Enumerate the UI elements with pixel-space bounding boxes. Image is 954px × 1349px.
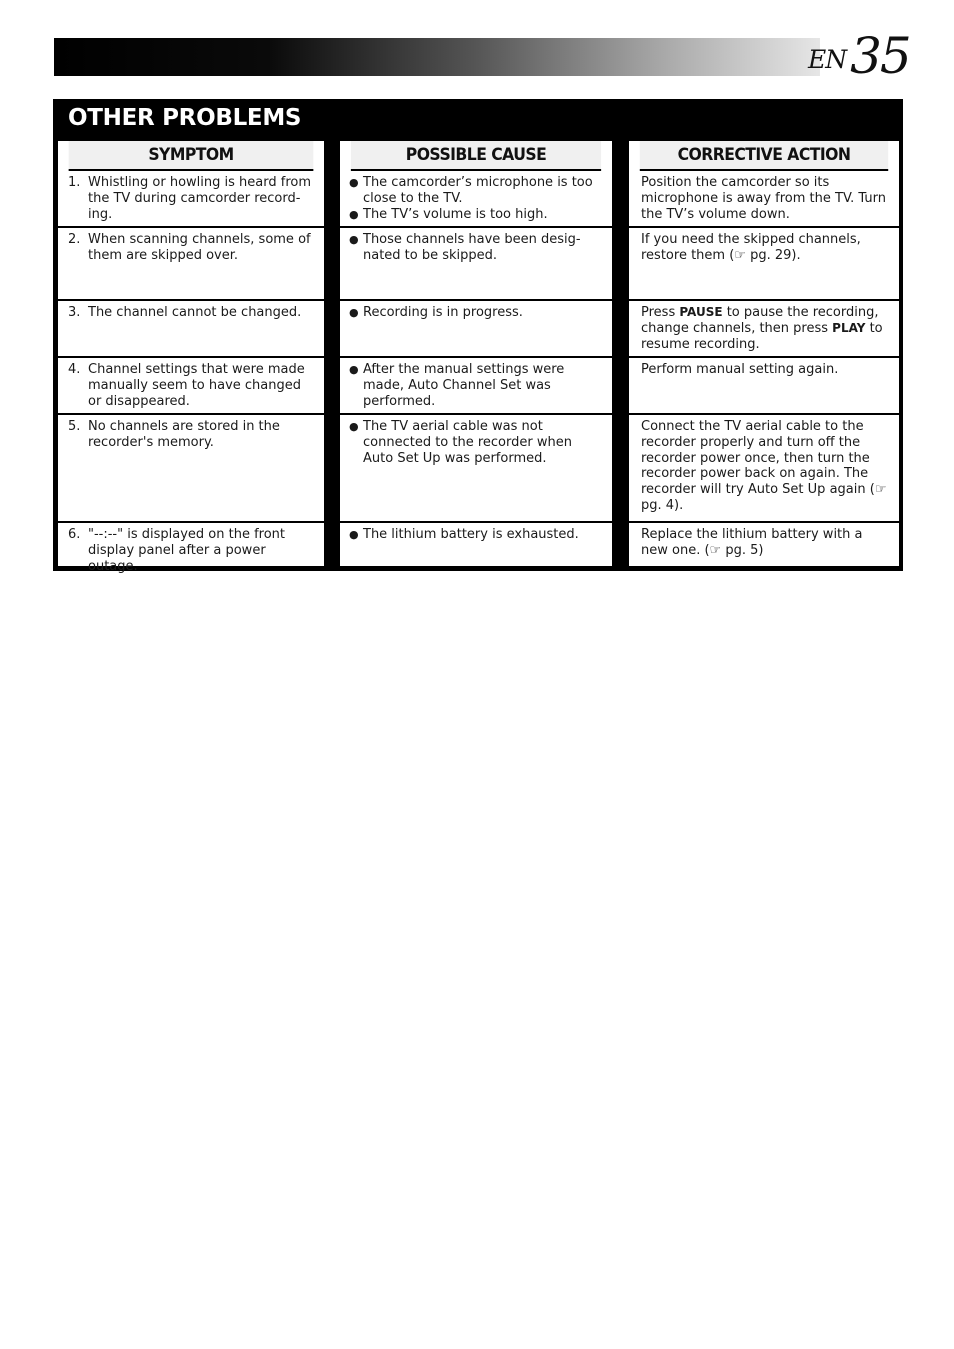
table-row <box>629 415 899 523</box>
table-row <box>340 301 612 358</box>
symptom-text: "--:--" is displayed on the front display panel after a power outage. <box>88 527 286 574</box>
action-text: pg. 29). <box>745 247 801 263</box>
cause-text: Recording is in progress. <box>363 305 523 320</box>
cause-header: POSSIBLE CAUSE <box>351 141 601 171</box>
table-row <box>340 171 612 228</box>
table-row <box>340 415 612 523</box>
table-row <box>629 358 899 415</box>
bullet-icon: ● <box>349 306 359 319</box>
troubleshooting-panel <box>53 99 903 574</box>
row-number: 6. <box>68 527 81 542</box>
table-row <box>629 301 899 358</box>
symptom-header: SYMPTOM <box>69 141 314 171</box>
action-text: pg. 5) <box>721 542 764 558</box>
action-text: pg. 4). <box>641 497 684 513</box>
action-text: to pause the recording, change channels, then press <box>641 305 879 336</box>
play-key-label: PLAY <box>832 320 866 335</box>
symptom-column <box>58 141 324 574</box>
symptom-text: The channel cannot be changed. <box>88 305 302 320</box>
bullet-icon: ● <box>349 528 359 541</box>
bullet-icon: ● <box>349 363 359 376</box>
page-number: 35 <box>850 27 910 85</box>
action-text: Perform manual setting again. <box>641 362 839 377</box>
table-row <box>340 523 612 566</box>
symptom-text: When scanning channels, some of them are skipped over. <box>88 232 311 263</box>
table-row <box>58 415 324 523</box>
header-gradient-bar <box>54 38 820 76</box>
table-row <box>58 523 324 574</box>
table-row <box>58 228 324 301</box>
table-row <box>340 228 612 301</box>
page-reference-icon: ☞ <box>709 542 722 558</box>
table-row <box>629 523 899 566</box>
cause-column <box>340 141 612 566</box>
symptom-text: Channel settings that were made manually seem to have changed or disappeared. <box>88 362 305 409</box>
action-text: Position the camcorder so its microphone is away from the TV. Turn the TV’s volume down. <box>641 175 886 222</box>
cause-text: The camcorder’s microphone is too close to the TV. <box>363 175 593 206</box>
action-text: Replace the lithium battery with a new one. ( <box>641 527 863 558</box>
action-header: CORRECTIVE ACTION <box>640 141 888 171</box>
row-number: 4. <box>68 362 81 377</box>
row-number: 1. <box>68 175 81 190</box>
symptom-text: Whistling or howling is heard from the TV during camcorder record-ing. <box>88 175 311 222</box>
cause-text: Those channels have been desig-nated to be skipped. <box>363 232 581 263</box>
bullet-icon: ● <box>349 233 359 246</box>
bullet-icon: ● <box>349 176 359 189</box>
action-text: to resume recording. <box>641 320 883 352</box>
bullet-icon: ● <box>349 420 359 433</box>
page-reference-icon: ☞ <box>734 247 746 263</box>
table-row <box>58 301 324 358</box>
page-reference-icon: ☞ <box>874 482 887 498</box>
language-code: EN <box>808 45 847 74</box>
row-number: 2. <box>68 232 81 247</box>
table-row <box>58 171 324 228</box>
cause-text: The TV aerial cable was not connected to the recorder when Auto Set Up was performed. <box>363 419 572 466</box>
bullet-icon: ● <box>349 207 359 221</box>
action-text: Press <box>641 305 680 320</box>
action-text: If you need the skipped channels, restore them ( <box>641 232 861 263</box>
cause-text: The lithium battery is exhausted. <box>363 527 579 542</box>
action-column <box>629 141 899 566</box>
action-text: Connect the TV aerial cable to the recorder properly and turn off the recorder power once, then turn the recorder power back on again. The recorder will try Auto Set Up again ( <box>641 419 875 498</box>
table-row <box>340 358 612 415</box>
table-row <box>629 171 899 228</box>
pause-key-label: PAUSE <box>679 305 723 319</box>
cause-text: After the manual settings were made, Auto Channel Set was performed. <box>363 362 565 409</box>
row-number: 3. <box>68 305 81 320</box>
row-number: 5. <box>68 419 81 434</box>
page-label <box>808 27 910 85</box>
table-row <box>58 358 324 415</box>
table-row <box>629 228 899 301</box>
section-title: OTHER PROBLEMS <box>68 105 302 131</box>
symptom-text: No channels are stored in the recorder's memory. <box>88 419 280 450</box>
cause-text: The TV’s volume is too high. <box>363 206 548 222</box>
